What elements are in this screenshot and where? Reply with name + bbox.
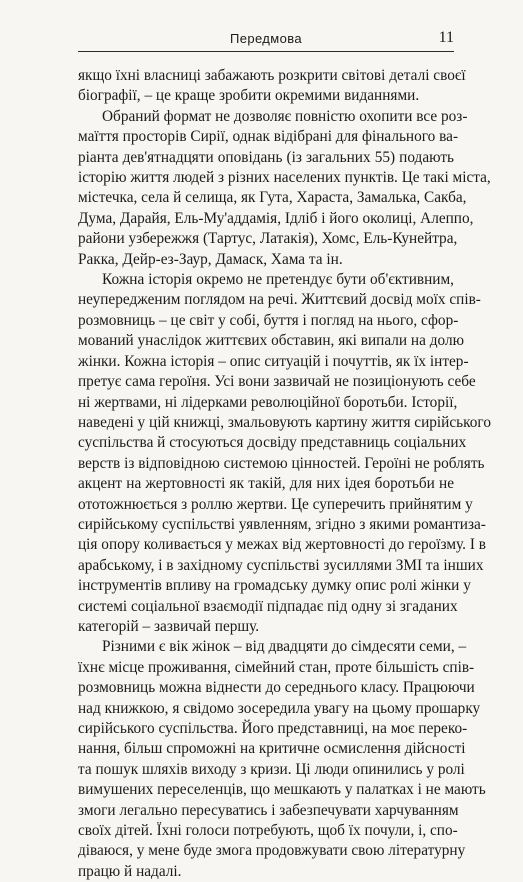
text-line: Дума, Дарайя, Ель-Му'аддамія, Ідліб і його околиці, Алеппо, — [78, 209, 474, 227]
paragraph — [78, 66, 466, 107]
text-line: претує сама героїня. Усі вони зазвичай не позиціонують себе — [78, 373, 476, 391]
text-line: та пошук шляхів виходу з кризи. Ці люди опинились у ролі — [78, 760, 465, 778]
text-line: їхнє місце проживання, сімейний стан, проте більшість спів- — [78, 658, 475, 676]
text-line: містечка, села й селища, як Гута, Хараста, Замалька, Сакба, — [78, 189, 467, 207]
text-line: Обраний формат не дозволяє повністю охопити все роз- — [102, 107, 468, 125]
text-line: діваюся, у мене буде змога продовжувати свою літературну — [78, 842, 466, 860]
text-line: біографії, – це краще зробити окремими виданнями. — [78, 87, 420, 105]
text-line: суспільства й стосуються досвіду представниць соціальних — [78, 434, 467, 452]
text-line: ні жертвами, ні лідерками революційної боротьби. Історії, — [78, 393, 458, 411]
text-line: ототожнюється з роллю жертви. Це суперечить прийнятим у — [78, 495, 473, 513]
text-line: змоги легально пересуватись і забезпечувати харчуванням — [78, 801, 459, 819]
text-line: маїття просторів Сирії, однак відібрані для фінального ва- — [78, 128, 459, 146]
text-line: якщо їхні власниці забажають розкрити світові деталі своєї — [78, 67, 466, 84]
text-line: працю й надалі. — [78, 862, 182, 880]
text-line: ція опору коливається у межах від жертовності до героїзму. І в — [78, 536, 486, 554]
text-line: райони узбережжя (Тартус, Латакія), Хомс, Ель-Кунейтра, — [78, 230, 458, 248]
text-line: Різними є вік жінок – від двадцяти до сімдесяти семи, – — [102, 638, 467, 656]
text-line: неупередженим поглядом на речі. Життєвий досвід моїх спів- — [78, 291, 481, 309]
text-line: своїх дітей. Їхні голоси потребують, щоб їх почули, і, спо- — [78, 822, 458, 840]
running-header — [78, 31, 454, 52]
body-text — [78, 66, 491, 882]
text-line: розмовниць – це світ у собі, буття і погляд на нього, сфор- — [78, 311, 459, 329]
text-line: акцент на жертовності як такій, для них ідея боротьби не — [78, 475, 454, 493]
text-line: мований унаслідок життєвих обставин, які випали на долю — [78, 332, 464, 350]
text-line: розмовниць можна віднести до середнього класу. Працюючи — [78, 679, 475, 697]
text-line: жінки. Кожна історія – опис ситуацій і почуттів, як їх інтер- — [78, 352, 469, 370]
paragraph — [78, 107, 491, 270]
text-line: нання, більш спроможні на критичне осмислення дійсності — [78, 740, 466, 758]
text-line: категорій – зазвичай першу. — [78, 617, 260, 635]
text-line: наведені у цій книжці, змальовують картину життя сирійського — [78, 413, 491, 431]
text-line: арабському, і в західному суспільстві зусиллями ЗМІ та інших — [78, 556, 484, 574]
text-line: Кожна історія окремо не претендує бути об'єктивним, — [102, 271, 454, 289]
text-line: сирійському суспільстві уявленням, згідно з якими романтиза- — [78, 515, 486, 533]
text-line: Ракка, Дейр-ез-Заур, Дамаск, Хама та ін. — [78, 250, 343, 268]
text-line: верств із відповідною системою цінностей. Героїні не роблять — [78, 454, 485, 472]
text-line: сирійського суспільства. Його представниці, на моє переко- — [78, 720, 468, 737]
paragraph — [78, 270, 491, 637]
text-line: вимушених переселенців, що мешкають у палатках і не мають — [78, 781, 486, 799]
text-line: історію життя людей з різних населених пунктів. Це такі міста, — [78, 169, 491, 187]
paragraph — [78, 637, 486, 882]
text-line: ріанта дев'ятнадцяти оповідань (із загальних 55) подають — [78, 148, 454, 166]
text-line: системі соціальної взаємодії підпадає під одну зі згаданих — [78, 597, 458, 615]
text-line: інструментів впливу на громадську думку опис ролі жінки у — [78, 577, 471, 595]
running-title: Передмова — [229, 31, 303, 46]
page-number: 11 — [438, 29, 454, 46]
text-line: над книжкою, я свідомо зосередила увагу на цьому прошарку — [78, 699, 481, 717]
